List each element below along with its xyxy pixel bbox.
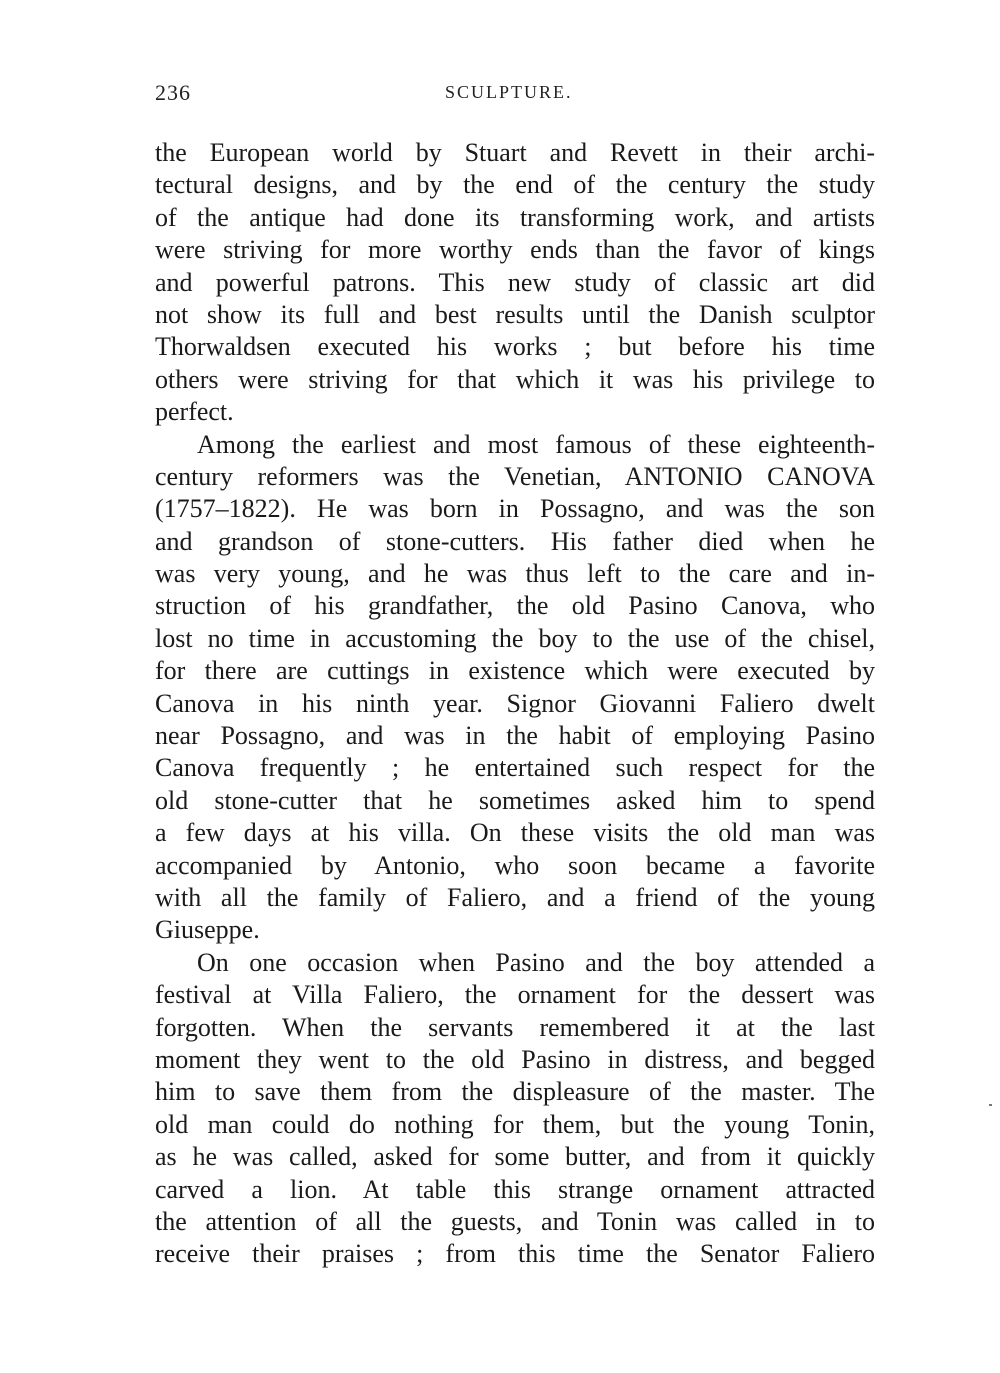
text-line: century reformers was the Venetian, ANTONIO CANOVA <box>155 461 875 491</box>
text-line: accompanied by Antonio, who soon became a favorite <box>155 850 875 880</box>
text-line: the European world by Stuart and Revett in their archi- <box>155 138 875 167</box>
running-head <box>155 80 875 110</box>
text-line: lost no time in accustoming the boy to the use of the chisel, <box>155 623 875 653</box>
paragraph-1 <box>155 137 875 429</box>
text-line: not show its full and best results until the Danish sculptor <box>155 299 875 329</box>
text-line: near Possagno, and was in the habit of employing Pasino <box>155 721 875 751</box>
text-line: (1757–1822). He was born in Possagno, and was the son <box>155 494 875 524</box>
text-line: festival at Villa Faliero, the ornament for the dessert was <box>155 980 875 1010</box>
text-line: Canova frequently ; he entertained such respect for the <box>155 753 875 783</box>
scan-speck <box>989 1104 992 1106</box>
body-text <box>155 137 875 1271</box>
text-line: carved a lion. At table this strange ornament attracted <box>155 1174 875 1204</box>
text-line: and powerful patrons. This new study of classic art did <box>155 267 875 297</box>
text-line: Giuseppe. <box>155 915 260 945</box>
text-line: struction of his grandfather, the old Pasino Canova, who <box>155 591 875 621</box>
text-line: the attention of all the guests, and Tonin was called in to <box>155 1206 875 1236</box>
paragraph-3 <box>155 947 875 1271</box>
text-line: of the antique had done its transforming work, and artists <box>155 202 875 232</box>
text-line: perfect. <box>155 397 234 427</box>
paragraph-2 <box>155 429 875 947</box>
text-line: others were striving for that which it was his privilege to <box>155 364 875 394</box>
text-line: old stone-cutter that he sometimes asked him to spend <box>155 785 875 815</box>
section-title: SCULPTURE. <box>445 82 573 102</box>
text-line: were striving for more worthy ends than the favor of kings <box>155 235 875 265</box>
text-line: him to save them from the displeasure of the master. The <box>155 1077 875 1107</box>
text-line: as he was called, asked for some butter, and from it quickly <box>155 1142 875 1172</box>
text-line: On one occasion when Pasino and the boy attended a <box>197 947 875 977</box>
text-line: was very young, and he was thus left to the care and in- <box>155 559 875 589</box>
text-line: forgotten. When the servants remembered it at the last <box>155 1012 875 1042</box>
text-line: tectural designs, and by the end of the century the study <box>155 170 875 200</box>
text-line: moment they went to the old Pasino in distress, and begged <box>155 1044 875 1074</box>
page-number: 236 <box>155 80 191 105</box>
text-line: old man could do nothing for them, but the young Tonin, <box>155 1109 875 1139</box>
text-line: a few days at his villa. On these visits the old man was <box>155 818 875 848</box>
text-line: with all the family of Faliero, and a friend of the young <box>155 882 875 912</box>
text-line: receive their praises ; from this time the Senator Faliero <box>155 1239 875 1269</box>
text-line: Thorwaldsen executed his works ; but before his time <box>155 332 875 362</box>
text-line: and grandson of stone-cutters. His father died when he <box>155 526 875 556</box>
text-line: Among the earliest and most famous of these eighteenth- <box>197 429 875 459</box>
text-line: for there are cuttings in existence which were executed by <box>155 656 875 686</box>
text-line: Canova in his ninth year. Signor Giovanni Faliero dwelt <box>155 688 875 718</box>
